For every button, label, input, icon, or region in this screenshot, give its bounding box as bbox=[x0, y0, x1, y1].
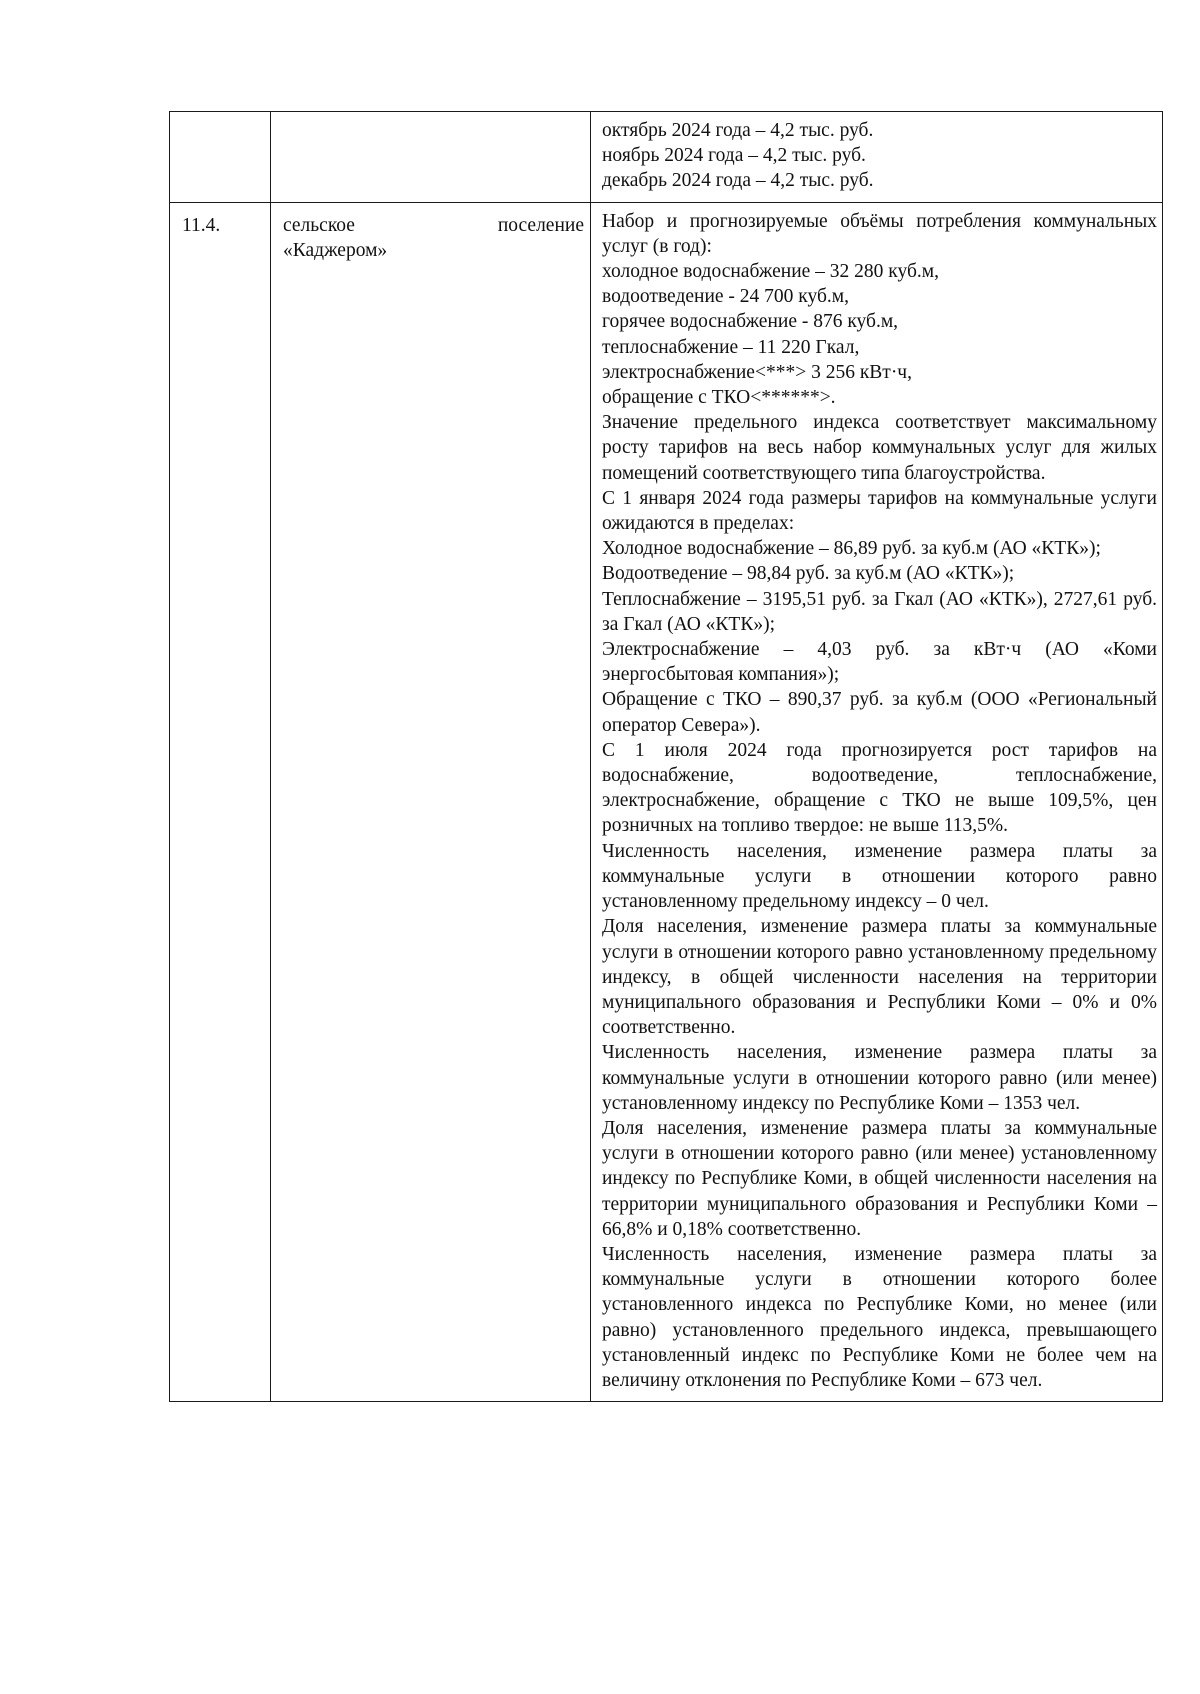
details-text bbox=[591, 112, 1162, 202]
paragraph: обращение с ТКО<******>. bbox=[602, 387, 836, 409]
paragraph: электроснабжение<***> 3 256 кВт·ч, bbox=[602, 361, 912, 383]
details-cell bbox=[591, 112, 1163, 203]
row-number: 11.4. bbox=[182, 214, 221, 236]
paragraph: Набор и прогнозируемые объёмы потребления коммунальных услуг (в год): bbox=[602, 210, 1157, 257]
settlement-cell bbox=[271, 112, 591, 203]
text-line: ноябрь 2024 года – 4,2 тыс. руб. bbox=[602, 145, 866, 167]
paragraph: теплоснабжение – 11 220 Гкал, bbox=[602, 336, 860, 358]
paragraph: Значение предельного индекса соответствует максимальному росту тарифов на весь набор коммунальных услуг для жилых помещений соответствующего типа благоустройства. bbox=[602, 412, 1157, 484]
text-line: октябрь 2024 года – 4,2 тыс. руб. bbox=[602, 120, 874, 141]
row-number-cell bbox=[170, 112, 271, 203]
paragraph: Электроснабжение – 4,03 руб. за кВт·ч (АО «Коми энергосбытовая компания»); bbox=[602, 639, 1157, 686]
tariff-table bbox=[169, 111, 1163, 1402]
paragraph: холодное водоснабжение – 32 280 куб.м, bbox=[602, 261, 939, 283]
table-row bbox=[170, 112, 1163, 203]
paragraph: С 1 января 2024 года размеры тарифов на коммунальные услуги ожидаются в пределах: bbox=[602, 487, 1157, 535]
paragraph: Теплоснабжение – 3195,51 руб. за Гкал (АО «КТК»), 2727,61 руб. за Гкал (АО «КТК»); bbox=[602, 588, 1157, 635]
paragraph: Доля населения, изменение размера платы за коммунальные услуги в отношении которого равно (или менее) установленному индексу по Республике Коми, в общей численности населения на территории муниципального образования и Республики Коми – 66,8% и 0,18% соответственно. bbox=[602, 1117, 1157, 1240]
paragraph: Численность населения, изменение размера платы за коммунальные услуги в отношении которого равно (или менее) установленному индексу по Республике Коми – 1353 чел. bbox=[602, 1042, 1157, 1114]
table-row bbox=[170, 202, 1163, 1402]
paragraph: Численность населения, изменение размера платы за коммунальные услуги в отношении которого более установленного индекса по Республике Коми, но менее (или равно) установленного предельного индекса, превышающего установленный индекс по Республике Коми не более чем на величину отклонения по Республике Коми – 673 чел. bbox=[602, 1243, 1157, 1391]
text-line: декабрь 2024 года – 4,2 тыс. руб. bbox=[602, 170, 874, 192]
settlement-type: сельское поселение bbox=[283, 214, 584, 236]
row-number-cell bbox=[170, 202, 271, 1402]
paragraph: Холодное водоснабжение – 86,89 руб. за куб.м (АО «КТК»); bbox=[602, 538, 1101, 560]
row-number bbox=[170, 112, 270, 122]
settlement-title: «Каджером» bbox=[283, 239, 388, 261]
paragraph: С 1 июля 2024 года прогнозируется рост тарифов на водоснабжение, водоотведение, теплоснабжение, электроснабжение, обращение с ТКО не выше 109,5%, цен розничных на топливо твердое: не выше 113,5%. bbox=[602, 739, 1157, 837]
details-text bbox=[591, 203, 1162, 1402]
settlement-name bbox=[271, 112, 590, 122]
settlement-cell bbox=[271, 202, 591, 1402]
paragraph: Водоотведение – 98,84 руб. за куб.м (АО «КТК»); bbox=[602, 563, 1015, 585]
paragraph: горячее водоснабжение - 876 куб.м, bbox=[602, 311, 899, 333]
paragraph: Доля населения, изменение размера платы за коммунальные услуги в отношении которого равно установленному предельному индексу, в общей численности населения на территории муниципального образования и Республики Коми – 0% и 0% соответственно. bbox=[602, 916, 1157, 1039]
paragraph: водоотведение - 24 700 куб.м, bbox=[602, 286, 849, 308]
paragraph: Численность населения, изменение размера платы за коммунальные услуги в отношении которого равно установленному предельному индексу – 0 чел. bbox=[602, 840, 1157, 913]
details-cell bbox=[591, 202, 1163, 1402]
paragraph: Обращение с ТКО – 890,37 руб. за куб.м (ООО «Региональный оператор Севера»). bbox=[602, 689, 1157, 736]
settlement-name bbox=[271, 203, 590, 263]
